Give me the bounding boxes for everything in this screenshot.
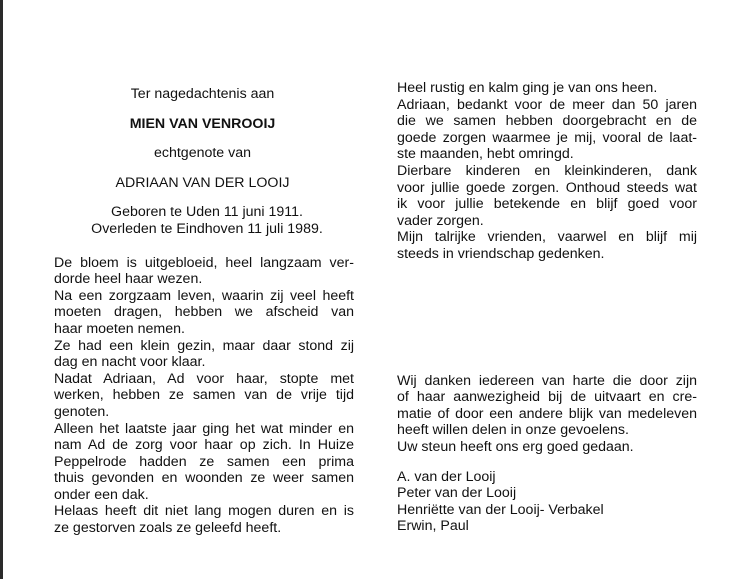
text-line: goede zorgen waarmee je mij, vooral de laat-	[397, 129, 697, 146]
birth-line: Geboren te Uden 11 juni 1911.	[111, 204, 303, 221]
text-line: of haar aanwezigheid bij de uitvaart en cre-	[397, 389, 697, 406]
text-line: Wij danken iedereen van harte die door zijn	[397, 372, 697, 389]
left-edge-line	[0, 0, 3, 579]
text-line: Mijn talrijke vrienden, vaarwel en blijf mij	[397, 229, 697, 246]
spouse-intro: echtgenote van	[153, 145, 252, 162]
text-line: Helaas heeft dit niet lang mogen duren en is	[54, 503, 354, 520]
text-line: Ze had een klein gezin, maar daar stond zij	[54, 337, 354, 354]
text-line: genoten.	[54, 403, 110, 420]
text-line: Uw steun heeft ons erg goed gedaan.	[397, 438, 634, 455]
text-line: Alleen het laatste jaar ging het wat minder en	[54, 420, 354, 437]
text-line: Dierbare kinderen en kleinkinderen, dank	[397, 162, 697, 179]
death-line: Overleden te Eindhoven 11 juli 1989.	[91, 220, 323, 237]
text-line: Na een zorgzaam leven, waarin zij veel heeft	[54, 287, 354, 304]
right-column	[397, 80, 697, 535]
text-line: Heel rustig en kalm ging je van ons heen.	[397, 80, 658, 96]
text-line: ste maanden, hebt omringd.	[397, 146, 574, 163]
text-line: De bloem is uitgebloeid, heel langzaam ver-	[54, 254, 354, 271]
text-line: Peppelrode hadden ze samen een prima	[54, 453, 354, 470]
text-line: steeds in vriendschap gedenken.	[397, 245, 605, 262]
text-line: nam Ad de zorg voor haar op zich. In Huize	[54, 437, 354, 454]
text-line: haar moeten nemen.	[54, 320, 185, 337]
text-line: werken, hebben ze samen van de vrije tijd	[54, 387, 354, 404]
thanks-text	[397, 373, 697, 456]
text-line: Nadat Adriaan, Ad voor haar, stopte met	[54, 370, 354, 387]
signature-name: A. van der Looij	[397, 468, 496, 485]
text-line: onder een dak.	[54, 486, 149, 503]
spouse-name: ADRIAAN VAN DER LOOIJ	[115, 174, 290, 191]
text-line: vader zorgen.	[397, 212, 484, 229]
text-line: die we samen hebben doorgebracht en de	[397, 113, 697, 130]
left-column	[54, 86, 354, 537]
memorial-heading: Ter nagedachtenis aan	[130, 86, 275, 102]
signature-name: Peter van der Looij	[397, 485, 517, 502]
text-line: ze gestorven zoals ze geleefd heeft.	[54, 520, 282, 537]
text-line: thuis gevonden en woonden ze weer samen	[54, 470, 354, 487]
farewell-text	[397, 80, 697, 263]
deceased-name: MIEN VAN VENROOIJ	[129, 115, 276, 132]
text-line: matie of door een andere blijk van medeleven	[397, 405, 697, 422]
text-line: moeten dragen, hebben we afscheid van	[54, 304, 354, 321]
text-line: ik voor jullie betekende en blijf goed voor	[397, 196, 697, 213]
text-line: voor jullie goede zorgen. Onthoud steeds wat	[397, 179, 697, 196]
poem-text	[54, 255, 354, 537]
text-line: dorde heel haar wezen.	[54, 271, 203, 288]
signatures	[397, 469, 697, 535]
text-line: heeft willen delen in onze gevoelens.	[397, 422, 629, 439]
signature-name: Erwin, Paul	[397, 518, 469, 535]
signature-name: Henriëtte van der Looij- Verbakel	[397, 501, 604, 518]
text-line: Adriaan, bedankt voor de meer dan 50 jaren	[397, 96, 697, 113]
text-line: dag en nacht voor klaar.	[54, 354, 206, 371]
